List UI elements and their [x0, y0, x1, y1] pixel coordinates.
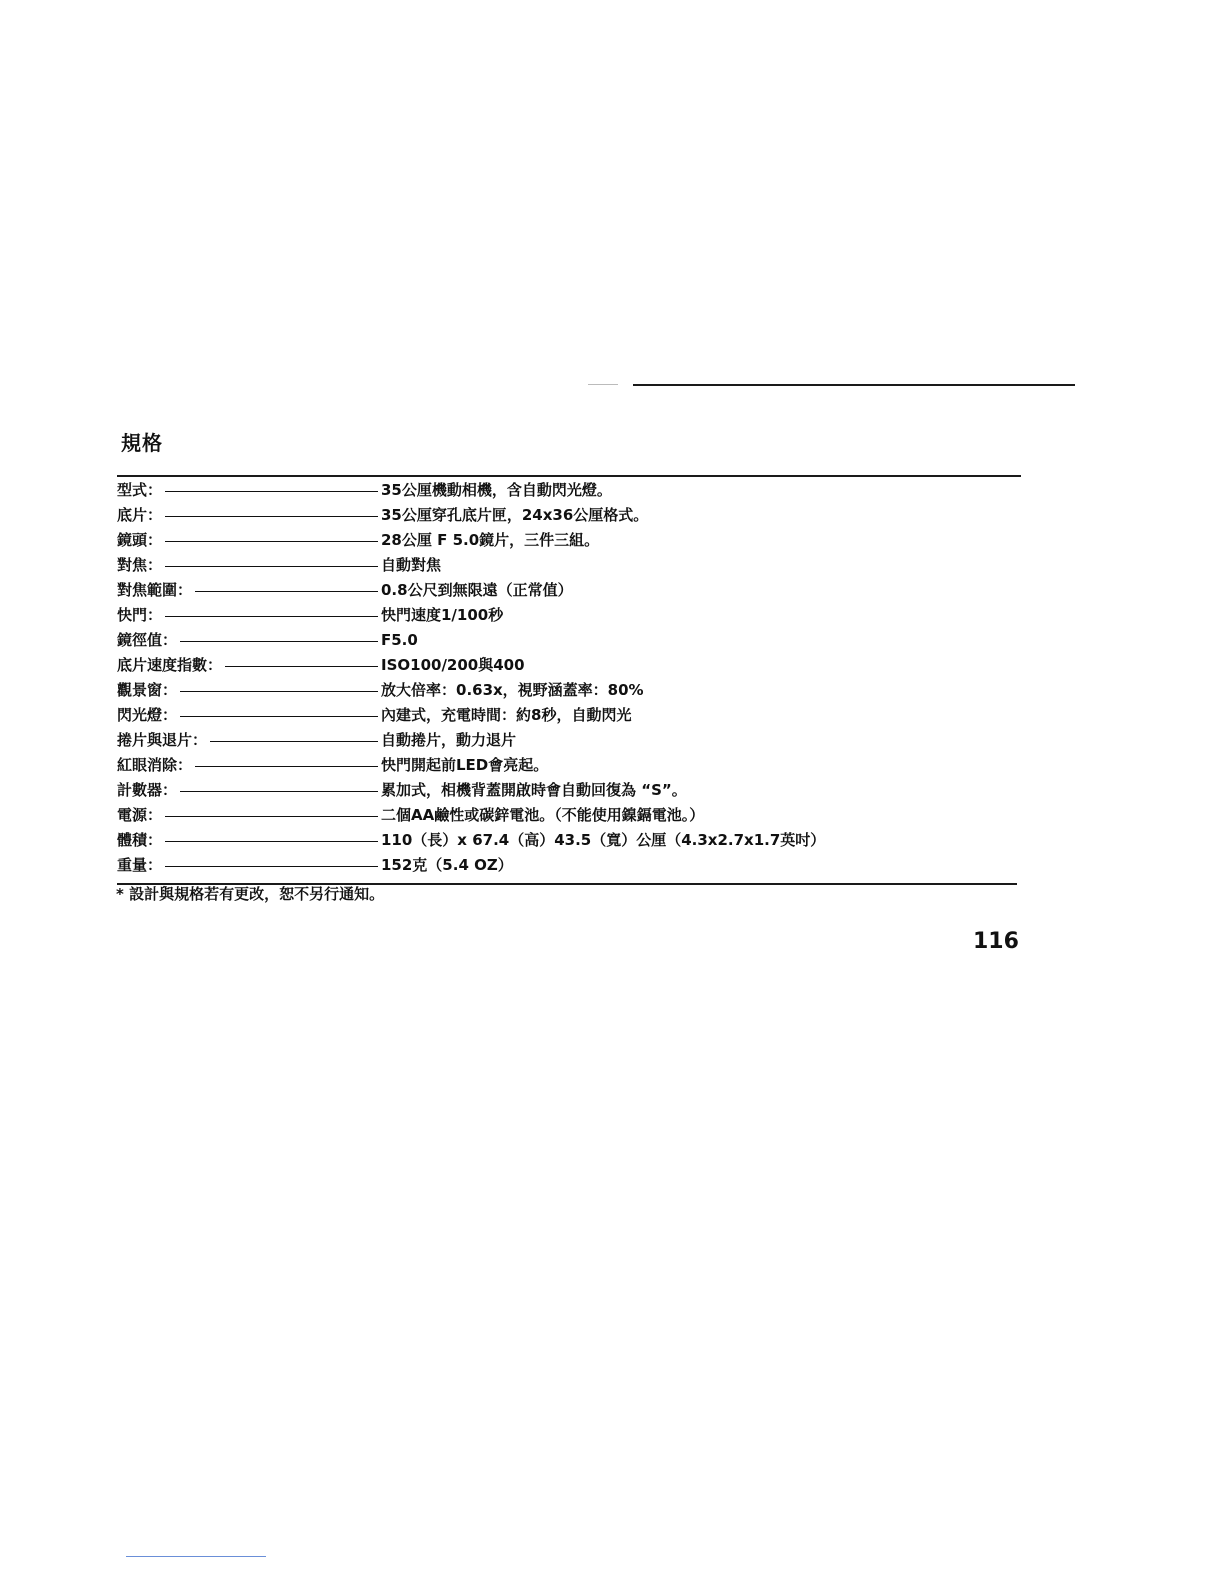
spec-value: ISO100/200與400: [381, 656, 525, 674]
spec-value: 累加式，相機背蓋開啟時會自動回復為 “S”。: [381, 781, 687, 799]
leader-line: [180, 791, 378, 792]
spec-label: 鏡徑值：: [117, 631, 178, 649]
spec-row-film-winding: [117, 727, 1017, 752]
leader-line: [195, 766, 378, 767]
spec-label: 重量：: [117, 856, 163, 874]
spec-value: 0.8公尺到無限遠（正常值）: [381, 581, 573, 599]
leader-line: [165, 866, 378, 867]
spec-row-aperture: [117, 627, 1017, 652]
page-number: 116: [973, 929, 1019, 954]
spec-row-viewfinder: [117, 677, 1017, 702]
spec-row-weight: [117, 852, 1017, 877]
header-rule-dash: [588, 384, 618, 385]
leader-line: [180, 716, 378, 717]
leader-line: [165, 616, 378, 617]
leader-line: [165, 566, 378, 567]
spec-label: 捲片與退片：: [117, 731, 208, 749]
spec-value: 28公厘 F 5.0鏡片，三件三組。: [381, 531, 600, 549]
spec-value: 快門速度1/100秒: [381, 606, 504, 624]
leader-line: [165, 841, 378, 842]
spec-row-focus: [117, 552, 1017, 577]
spec-label: 型式：: [117, 481, 163, 499]
leader-line: [180, 691, 378, 692]
leader-line: [165, 541, 378, 542]
spec-row-power: [117, 802, 1017, 827]
header-rule: [633, 384, 1075, 386]
spec-row-flash: [117, 702, 1017, 727]
spec-row-film-speed: [117, 652, 1017, 677]
spec-label: 閃光燈：: [117, 706, 178, 724]
spec-label: 底片：: [117, 506, 163, 524]
spec-row-shutter: [117, 602, 1017, 627]
leader-line: [165, 491, 378, 492]
spec-label: 對焦：: [117, 556, 163, 574]
spec-row-film: [117, 502, 1017, 527]
spec-label: 底片速度指數：: [117, 656, 223, 674]
footnote: * 設計與規格若有更改，恕不另行通知。: [116, 885, 385, 903]
spec-value: 自動捲片，動力退片: [381, 731, 517, 749]
spec-value: 152克（5.4 OZ）: [381, 856, 513, 874]
spec-list: [117, 477, 1017, 877]
spec-label: 觀景窗：: [117, 681, 178, 699]
spec-row-red-eye: [117, 752, 1017, 777]
leader-line: [165, 816, 378, 817]
spec-value: 二個AA鹼性或碳鋅電池。（不能使用鎳鎘電池。）: [381, 806, 705, 824]
spec-row-counter: [117, 777, 1017, 802]
spec-label: 快門：: [117, 606, 163, 624]
spec-row-dimensions: [117, 827, 1017, 852]
spec-label: 紅眼消除：: [117, 756, 193, 774]
spec-value: 35公厘穿孔底片匣，24x36公厘格式。: [381, 506, 649, 524]
leader-line: [165, 516, 378, 517]
leader-line: [180, 641, 378, 642]
spec-label: 對焦範圍：: [117, 581, 193, 599]
spec-value: 放大倍率：0.63x，視野涵蓋率：80%: [381, 681, 644, 699]
spec-label: 計數器：: [117, 781, 178, 799]
spec-value: F5.0: [381, 631, 418, 649]
bottom-rule: [126, 1556, 266, 1557]
spec-row-type: [117, 477, 1017, 502]
spec-label: 體積：: [117, 831, 163, 849]
section-title: 規格: [121, 431, 163, 455]
leader-line: [210, 741, 378, 742]
spec-value: 內建式，充電時間：約8秒，自動閃光: [381, 706, 632, 724]
leader-line: [225, 666, 378, 667]
leader-line: [195, 591, 378, 592]
spec-value: 110（長）x 67.4（高）43.5（寬）公厘（4.3x2.7x1.7英吋）: [381, 831, 826, 849]
spec-row-lens: [117, 527, 1017, 552]
spec-value: 35公厘機動相機，含自動閃光燈。: [381, 481, 612, 499]
spec-value: 自動對焦: [381, 556, 442, 574]
spec-value: 快門開起前LED會亮起。: [381, 756, 549, 774]
spec-row-focus-range: [117, 577, 1017, 602]
spec-label: 電源：: [117, 806, 163, 824]
spec-label: 鏡頭：: [117, 531, 163, 549]
